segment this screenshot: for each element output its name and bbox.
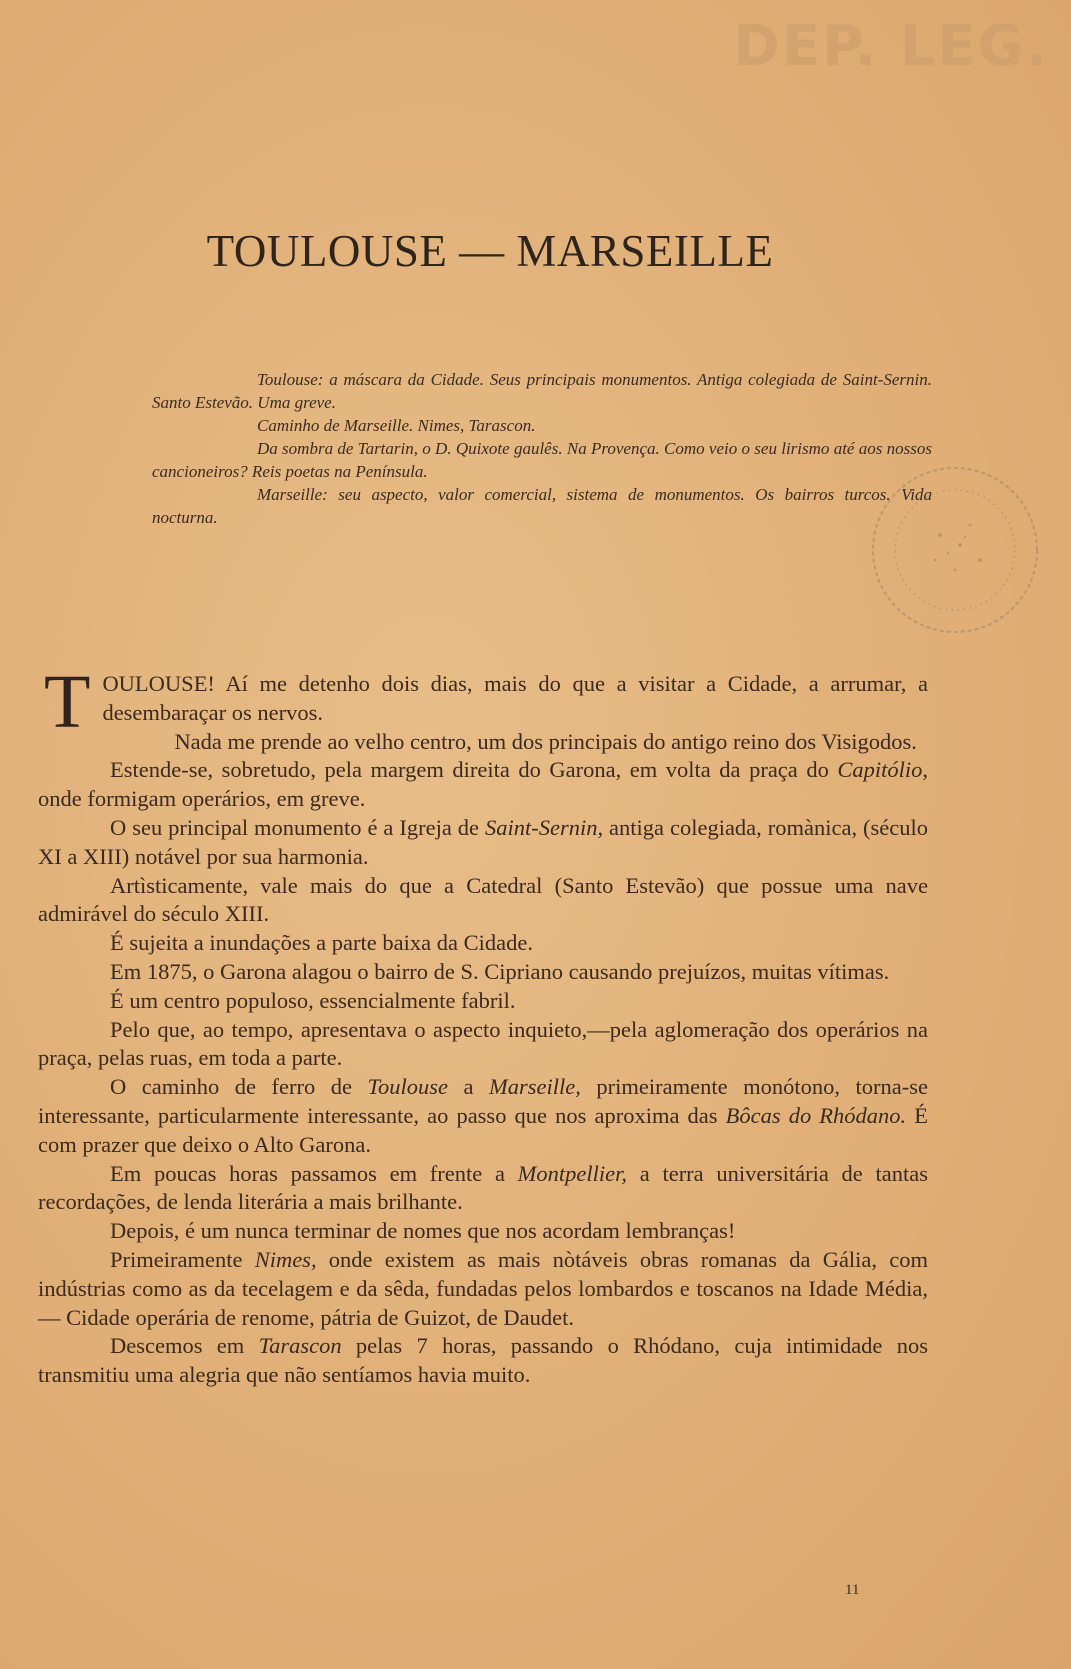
paragraph: Primeiramente Nimes, onde existem as mais nòtáveis obras romanas da Gália, com indústrias como as da tecelagem e da sêda, fundadas pelos lombardos e toscanos na Idade Média, — Cidade operária de renome, pátria de Guizot, de Daudet.: [38, 1246, 928, 1330]
paragraph: O caminho de ferro de Toulouse a Marseille, primeiramente monótono, torna-se interessante, particularmente interessante, ao passo que nos aproxima das Bôcas do Rhódano. É com prazer que deixo o Alto Garona.: [38, 1074, 928, 1157]
page-number: 11: [845, 1582, 860, 1598]
paragraph: TOULOUSE! Aí me detenho dois dias, mais do que a visitar a Cidade, a arrumar, a desembaraçar os nervos.: [44, 660, 928, 744]
paragraph: É sujeita a inundações a parte baixa da Cidade.: [110, 930, 533, 956]
library-watermark: DEP. LEG.: [733, 14, 1049, 79]
summary-line: Marseille: seu aspecto, valor comercial, sistema de monumentos. Os bairros turcos. Vida nocturna.: [152, 485, 932, 527]
paragraph: Depois, é um nunca terminar de nomes que nos acordam lembranças!: [110, 1218, 736, 1244]
paragraph: Descemos em Tarascon pelas 7 horas, passando o Rhódano, cuja intimidade nos transmitiu uma alegria que não sentíamos havia muito.: [38, 1333, 929, 1388]
summary-line: Toulouse: a máscara da Cidade. Seus principais monumentos. Antiga colegiada de Saint-Sernin. Santo Estevão. Uma greve.: [152, 370, 932, 412]
summary-line: Da sombra de Tartarin, o D. Quixote gaulês. Na Provença. Como veio o seu lirismo até aos nossos cancioneiros? Reis poetas na Península.: [152, 439, 932, 481]
drop-cap: T: [44, 660, 91, 744]
paragraph: Em poucas horas passamos em frente a Montpellier, a terra universitária de tantas recordações, de lenda literária a mais brilhante.: [38, 1160, 928, 1215]
library-stamp: [860, 455, 1050, 645]
paragraph: Pelo que, ao tempo, apresentava o aspecto inquieto,—pela aglomeração dos operários na praça, pelas ruas, em toda a parte.: [38, 1016, 928, 1071]
summary-line: Caminho de Marseille. Nimes, Tarascon.: [257, 416, 536, 435]
paragraph: É um centro populoso, essencialmente fabril.: [110, 987, 516, 1013]
chapter-body: [38, 660, 929, 1390]
chapter-summary: [152, 368, 932, 529]
paragraph: Nada me prende ao velho centro, um dos principais do antigo reino dos Visigodos.: [174, 728, 917, 754]
chapter-title: TOULOUSE — MARSEILLE: [206, 226, 774, 276]
paragraph: Em 1875, o Garona alagou o bairro de S. Cipriano causando prejuízos, muitas vítimas.: [110, 958, 890, 984]
paragraph: Artìsticamente, vale mais do que a Catedral (Santo Estevão) que possue uma nave admirável do século XIII.: [38, 872, 928, 927]
paragraph: Estende-se, sobretudo, pela margem direita do Garona, em volta da praça do Capitólio, onde formigam operários, em greve.: [38, 757, 928, 812]
paragraph: O seu principal monumento é a Igreja de Saint-Sernin, antiga colegiada, romànica, (século XI a XIII) notável por sua harmonia.: [38, 814, 928, 869]
